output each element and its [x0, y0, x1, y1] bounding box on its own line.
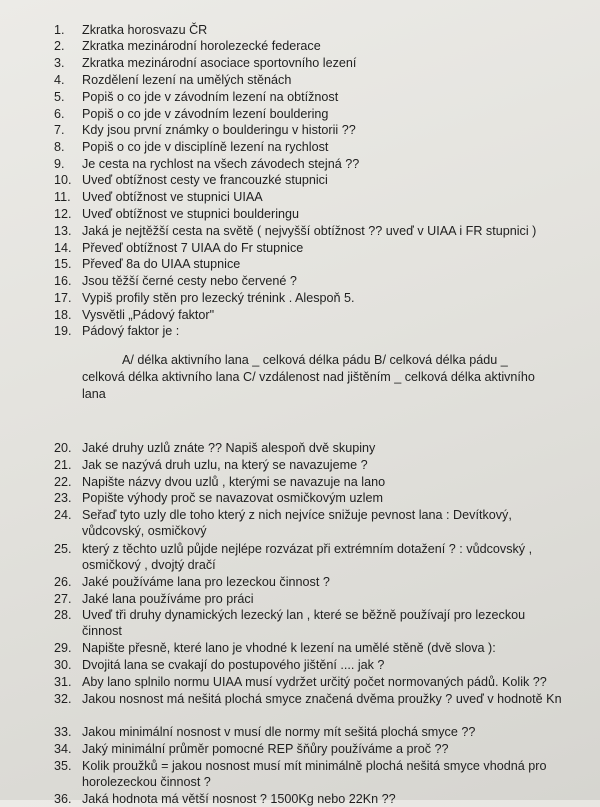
question-number: 32.	[54, 692, 72, 706]
question-text: Jaká je nejtěžší cesta na světě ( nejvyšší obtížnost ?? uveď v UIAA i FR stupnici )	[82, 224, 537, 238]
question-number: 11.	[54, 190, 71, 204]
question-number: 27.	[54, 592, 72, 606]
question-text: Zkratka mezinárodní horolezecké federace	[82, 39, 321, 53]
question-number: 25.	[54, 542, 72, 556]
question-text: Je cesta na rychlost na všech závodech stejná ??	[82, 157, 360, 171]
question-number: 9.	[54, 157, 65, 171]
question-number: 17.	[54, 291, 72, 305]
question-number: 8.	[54, 140, 65, 154]
question-text: Popiš o co jde v disciplíně lezení na rychlost	[82, 140, 329, 154]
question-number: 2.	[54, 39, 65, 53]
question-text: Uveď obtížnost ve stupnici boulderingu	[82, 207, 300, 221]
question-number: 35.	[54, 759, 72, 773]
question-text: Zkratka horosvazu ČR	[82, 23, 208, 37]
question-text: který z těchto uzlů půjde nejlépe rozvázat při extrémním dotažení ? : vůdcovský , osmičkový , dvojtý dračí	[82, 542, 533, 572]
question-text: Seřaď tyto uzly dle toho který z nich nejvíce snižuje pevnost lana : Devítkový, vůdcovský, osmičkový	[82, 508, 512, 538]
question-number: 15.	[54, 257, 72, 271]
question-number: 5.	[54, 90, 65, 104]
question-number: 20.	[54, 441, 72, 455]
question-number: 13.	[54, 224, 72, 238]
question-text: Popiš o co jde v závodním lezení na obtížnost	[82, 90, 339, 104]
question-text: Popiš o co jde v závodním lezení bouldering	[82, 107, 329, 121]
question-number: 10.	[54, 173, 72, 187]
question-number: 7.	[54, 123, 65, 137]
question-text: Jak se nazývá druh uzlu, na který se navazujeme ?	[82, 458, 368, 472]
question-text: Jaké druhy uzlů znáte ?? Napiš alespoň dvě skupiny	[82, 441, 376, 455]
question-number: 33.	[54, 725, 72, 739]
question-text: Rozdělení lezení na umělých stěnách	[82, 73, 292, 87]
question-text: Aby lano splnilo normu UIAA musí vydržet určitý počet normovaných pádů. Kolik ??	[82, 675, 547, 689]
fall-factor-options-line-1: A/ délka aktivního lana _ celková délka pádu B/ celková délka pádu _	[122, 353, 508, 367]
question-text: Jaké lana používáme pro práci	[82, 592, 254, 606]
question-number: 4.	[54, 73, 65, 87]
question-text: Uveď obtížnost ve stupnici UIAA	[82, 190, 263, 204]
question-number: 26.	[54, 575, 72, 589]
question-text: Jakou minimální nosnost v musí dle normy mít sešitá plochá smyce ??	[82, 725, 476, 739]
question-text: Jaká hodnota má větší nosnost ? 1500Kg nebo 22Kn ??	[82, 792, 396, 806]
fall-factor-options-line-2: celková délka aktivního lana C/ vzdálenost nad jištěním _ celková délka aktivního	[82, 370, 535, 384]
question-text: Převeď 8a do UIAA stupnice	[82, 257, 241, 271]
question-number: 36.	[54, 792, 72, 806]
question-number: 12.	[54, 207, 72, 221]
question-text: Jsou těžší černé cesty nebo červené ?	[82, 274, 297, 288]
question-text: Kolik proužků = jakou nosnost musí mít minimálně plochá nešitá smyce vhodná pro horolezeckou činnost ?	[82, 759, 547, 789]
question-number: 34.	[54, 742, 72, 756]
fall-factor-options-line-3: lana	[82, 387, 106, 401]
question-number: 19.	[54, 324, 72, 338]
question-number: 31.	[54, 675, 72, 689]
question-text: Uveď obtížnost cesty ve francouzké stupnici	[82, 173, 328, 187]
question-text: Napište názvy dvou uzlů , kterými se navazuje na lano	[82, 475, 386, 489]
question-number: 29.	[54, 641, 72, 655]
question-text: Kdy jsou první známky o boulderingu v historii ??	[82, 123, 356, 137]
question-number: 21.	[54, 458, 72, 472]
question-text: Jakou nosnost má nešitá plochá smyce značená dvěma proužky ? uveď v hodnotě Kn	[82, 692, 562, 706]
question-text: Jaké používáme lana pro lezeckou činnost ?	[82, 575, 330, 589]
question-text: Vysvětli „Pádový faktor"	[82, 308, 215, 322]
question-number: 23.	[54, 491, 72, 505]
question-number: 24.	[54, 508, 72, 522]
question-number: 6.	[54, 107, 65, 121]
question-number: 30.	[54, 658, 72, 672]
question-text: Napište přesně, které lano je vhodné k lezení na umělé stěně (dvě slova ):	[82, 641, 496, 655]
question-text: Uveď tři druhy dynamických lezecký lan , které se běžně používají pro lezeckou činnost	[82, 608, 526, 638]
question-text: Vypiš profily stěn pro lezecký trénink . Alespoň 5.	[82, 291, 355, 305]
question-number: 14.	[54, 241, 72, 255]
question-text: Převeď obtížnost 7 UIAA do Fr stupnice	[82, 241, 304, 255]
question-number: 1.	[54, 23, 65, 37]
question-number: 22.	[54, 475, 72, 489]
question-text: Jaký minimální průměr pomocné REP šňůry používáme a proč ??	[82, 742, 449, 756]
question-text: Zkratka mezinárodní asociace sportovního lezení	[82, 56, 357, 70]
question-number: 3.	[54, 56, 65, 70]
question-number: 18.	[54, 308, 72, 322]
question-text: Pádový faktor je :	[82, 324, 180, 338]
question-text: Dvojitá lana se cvakají do postupového jištění .... jak ?	[82, 658, 385, 672]
question-number: 28.	[54, 608, 72, 622]
question-number: 16.	[54, 274, 72, 288]
question-text: Popište výhody proč se navazovat osmičkovým uzlem	[82, 491, 383, 505]
